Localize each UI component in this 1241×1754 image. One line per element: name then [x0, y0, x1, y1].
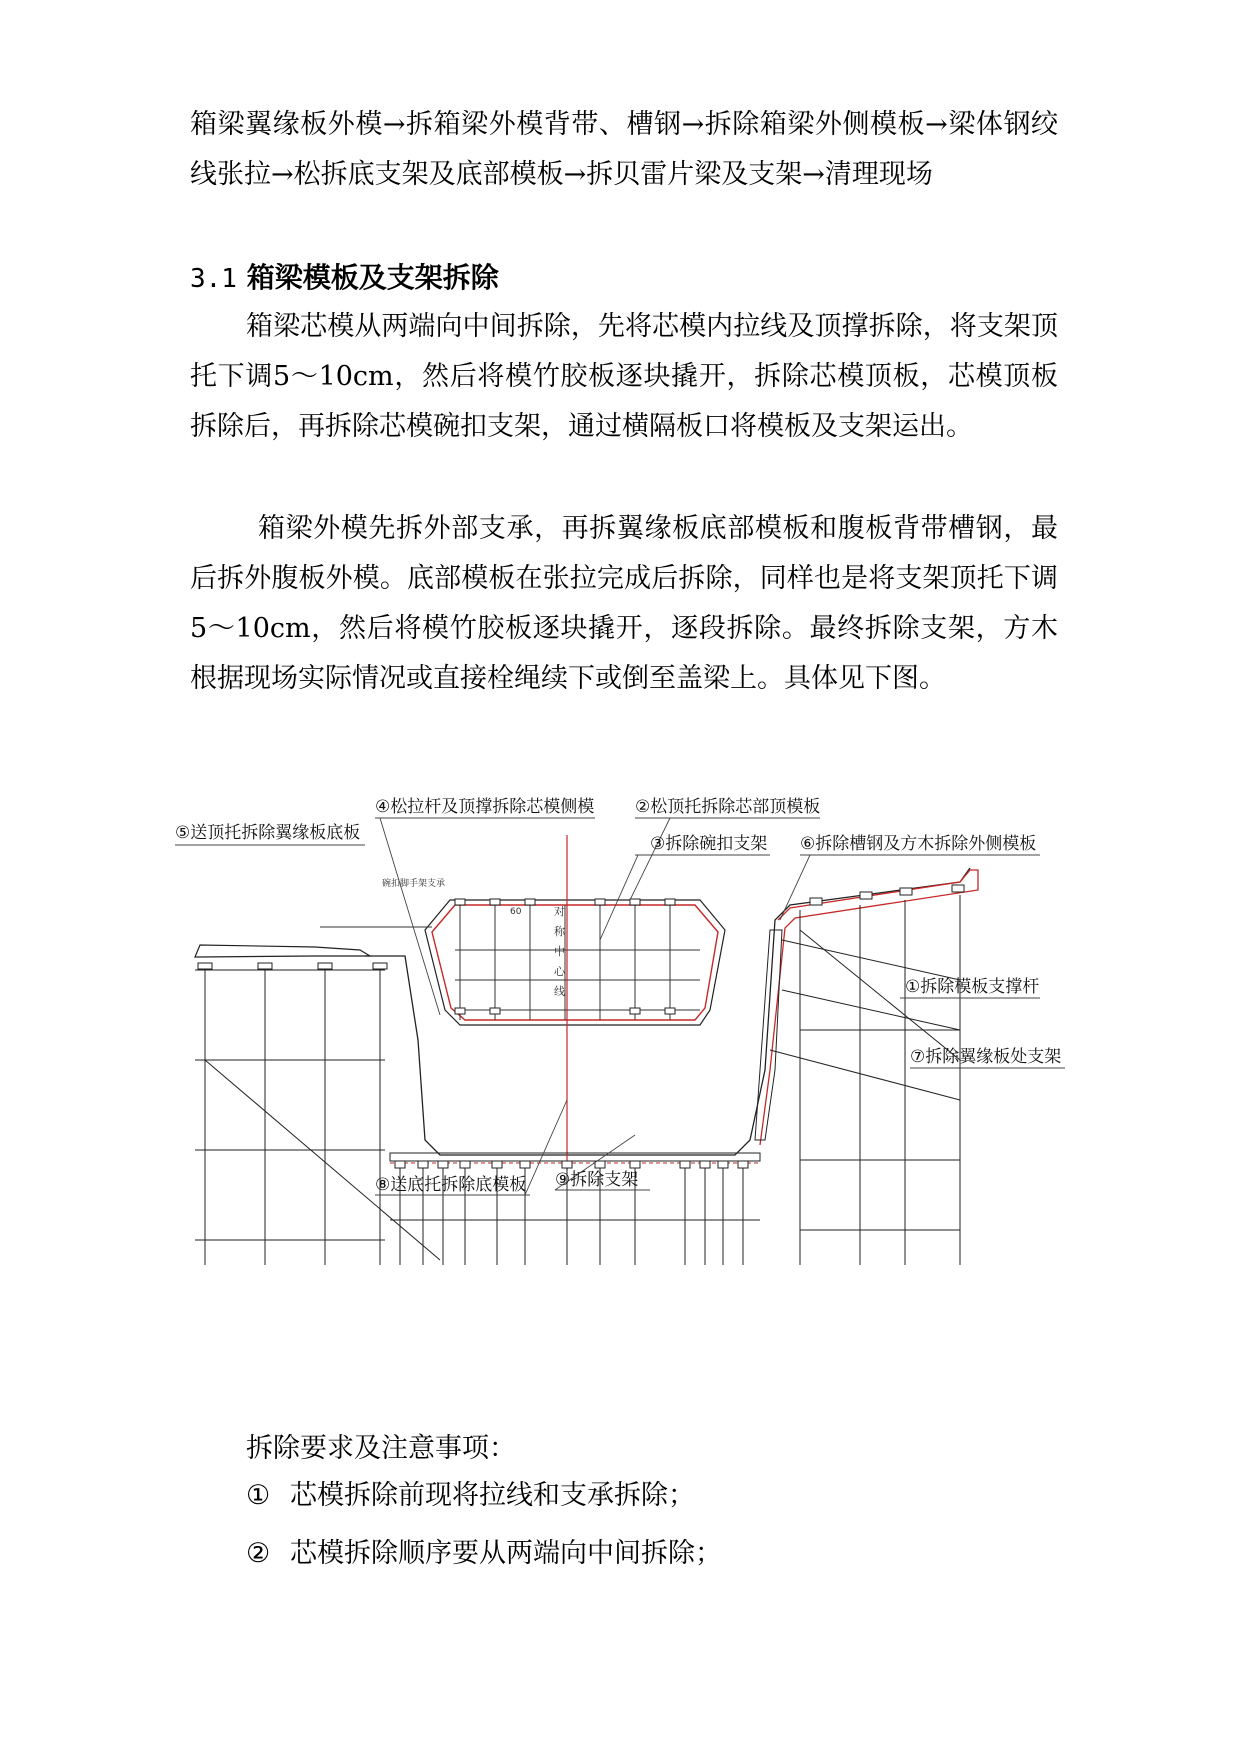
dimension-text: 60 [510, 907, 522, 917]
label-5-flange-bottom: ⑤送顶托拆除翼缘板底板 [175, 823, 361, 843]
section-number: 3.1 [190, 264, 237, 294]
intro-paragraph: 箱梁翼缘板外模→拆箱梁外模背带、槽钢→拆除箱梁外侧模板→梁体钢绞线张拉→松拆底支架及底部模板→拆贝雷片梁及支架→清理现场 [190, 109, 1058, 190]
requirement-mark: ① [246, 1480, 271, 1511]
label-2-inner-top-form: ②松顶托拆除芯部顶模板 [635, 797, 821, 817]
label-8-bottom-form: ⑧送底托拆除底模板 [375, 1175, 527, 1195]
centerline-char-3: 心 [554, 965, 565, 978]
box-girder-dismantle-diagram [170, 795, 1130, 1265]
centerline-char-0: 对 [554, 905, 565, 918]
label-9-scaffold-remove: ⑨拆除支架 [555, 1170, 639, 1190]
requirement-mark: ② [246, 1538, 271, 1569]
requirement-text: 芯模拆除顺序要从两端向中间拆除； [290, 1538, 722, 1569]
section-heading [190, 256, 499, 301]
centerline-char-1: 称 [554, 925, 565, 938]
requirement-item [246, 1532, 722, 1576]
centerline-char-4: 线 [554, 985, 565, 998]
requirement-item [246, 1474, 695, 1518]
paragraph-core-formwork: 箱梁芯模从两端向中间拆除，先将芯模内拉线及顶撑拆除，将支架顶托下调5～10cm，然后将模竹胶板逐块撬开，拆除芯模顶板，芯模顶板拆除后，再拆除芯模碗扣支架，通过横隔板口将模板及支架运出。 [190, 311, 1058, 442]
requirement-text: 芯模拆除前现将拉线和支承拆除； [290, 1480, 695, 1511]
label-4-inner-side-form: ④松拉杆及顶撑拆除芯模侧模 [375, 797, 595, 817]
label-1-support-rods: ①拆除模板支撑杆 [905, 977, 1040, 997]
label-7-flange-support: ⑦拆除翼缘板处支架 [910, 1047, 1062, 1067]
requirements-title: 拆除要求及注意事项： [246, 1433, 516, 1464]
inner-scaffold-note: 碗扣脚手架支承 [382, 879, 446, 889]
label-6-outer-form: ⑥拆除槽钢及方木拆除外侧模板 [800, 834, 1037, 854]
centerline-char-2: 中 [554, 945, 565, 958]
label-3-scaffold: ③拆除碗扣支架 [650, 834, 768, 854]
section-title: 箱梁模板及支架拆除 [246, 261, 499, 294]
paragraph-outer-formwork: 箱梁外模先拆外部支承，再拆翼缘板底部模板和腹板背带槽钢，最后拆外腹板外模。底部模板在张拉完成后拆除，同样也是将支架顶托下调 5～10cm，然后将模竹胶板逐块撬开，逐段拆除。最终拆除支架，方木根据现场实际情况或直接栓绳续下或倒至盖梁上。具体见下图。 [190, 513, 1058, 694]
